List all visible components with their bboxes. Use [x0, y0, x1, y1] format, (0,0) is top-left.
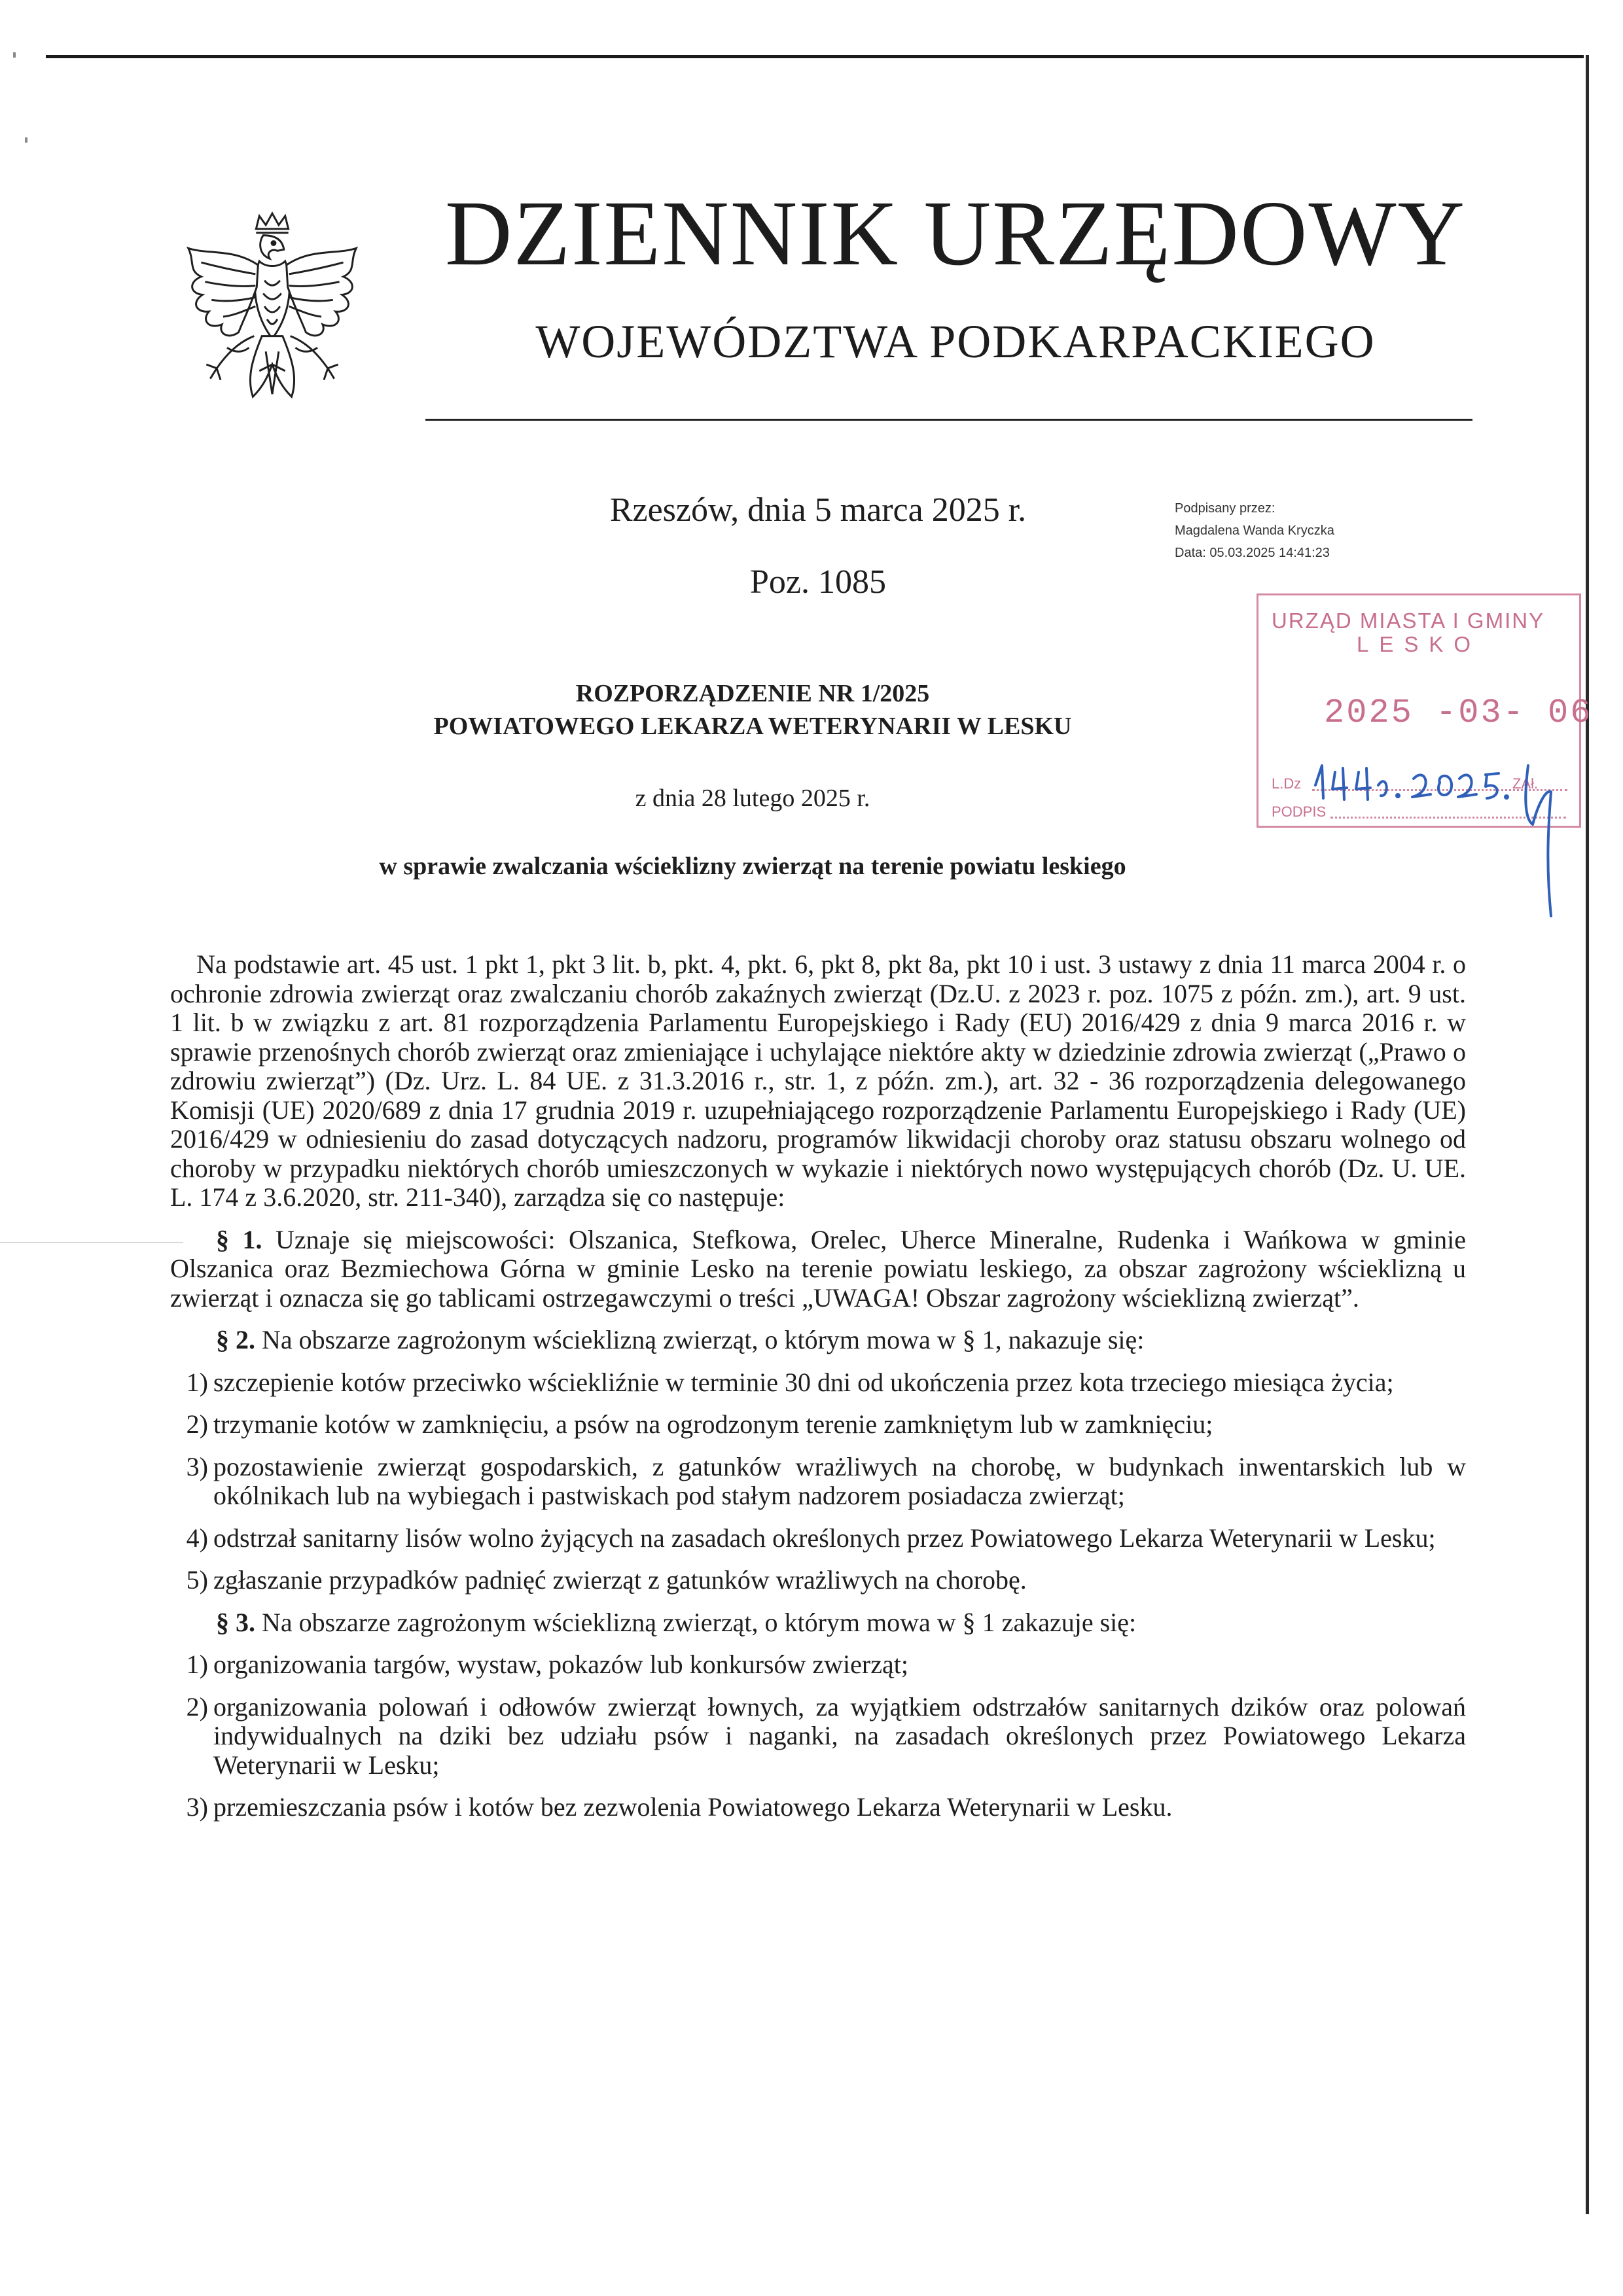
stamp-date: 2025 -03- 06	[1324, 694, 1593, 732]
signature-date: Data: 05.03.2025 14:41:23	[1175, 546, 1330, 560]
section-2-text: Na obszarze zagrożonym wścieklizną zwierząt, o którym mowa w § 1, nakazuje się:	[262, 1325, 1145, 1354]
list-item	[170, 1453, 1466, 1511]
legal-basis-paragraph: Na podstawie art. 45 ust. 1 pkt 1, pkt 3 lit. b, pkt. 4, pkt. 6, pkt 8, pkt 8a, pkt 10 i ust. 3 ustawy z dnia 11 marca 2004 r. o ochronie zdrowia zwierząt oraz zwalczaniu chorób zakaźnych zwierząt (Dz.U. z 2023 r. poz. 1075 z późn. zm.), art. 9 ust. 1 lit. b w związku z art. 81 rozporządzenia Parlamentu Europejskiego i Rady (EU) 2016/429 z dnia 9 marca 2016 r. w sprawie przenośnych chorób zwierząt oraz zmieniające i uchylające niektóre akty w dziedzinie zdrowia zwierząt („Prawo o zdrowiu zwierząt”) (Dz. Urz. L. 84 UE. z 31.3.2016 r., str. 1, z późn. zm.), art. 32 - 36 rozporządzenia delegowanego Komisji (UE) 2020/689 z dnia 17 grudnia 2019 r. uzupełniającego rozporządzenie Parlamentu Europejskiego i Rady (UE) 2016/429 w odniesieniu do zasad dotyczących nadzoru, programów likwidacji choroby oraz statusu obszaru wolnego od choroby w przypadku niektórych chorób umieszczonych w wykazie i niektórych nowo występujących chorób (Dz. U. UE. L. 174 z 3.6.2020, str. 211-340), zarządza się co następuje:	[170, 949, 1466, 1212]
publication-position: Poz. 1085	[750, 563, 886, 601]
list-item-text: szczepienie kotów przeciwko wściekliźnie w terminie 30 dni od ukończenia przez kota trzeciego miesiąca życia;	[213, 1367, 1394, 1397]
list-item-text: odstrzał sanitarny lisów wolno żyjących na zasadach określonych przez Powiatowego Lekarza Weterynarii w Lesku;	[213, 1523, 1436, 1553]
list-item-number: 2)	[186, 1409, 208, 1439]
list-item-number: 3)	[186, 1792, 208, 1822]
regulation-body	[170, 950, 1466, 1822]
signer-name: Magdalena Wanda Kryczka	[1175, 523, 1334, 538]
list-item-number: 1)	[186, 1650, 208, 1679]
regulation-subject: w sprawie zwalczania wścieklizny zwierząt na terenie powiatu leskiego	[379, 853, 1126, 880]
list-item-number: 1)	[186, 1367, 208, 1397]
signed-by-label: Podpisany przez:	[1175, 501, 1275, 516]
list-item	[170, 1368, 1466, 1398]
list-item-text: zgłaszanie przypadków padnięć zwierząt z gatunków wrażliwych na chorobę.	[213, 1565, 1027, 1595]
section-1-label: § 1.	[216, 1224, 262, 1254]
scan-artifact	[13, 52, 16, 58]
regulation-date: z dnia 28 lutego 2025 r.	[635, 785, 870, 812]
section-2	[170, 1326, 1466, 1355]
stamp-office: URZĄD MIASTA I GMINY	[1272, 609, 1545, 633]
list-item-text: pozostawienie zwierząt gospodarskich, z gatunków wrażliwych na chorobę, w budynkach inwentarskich lub w okólnikach lub na wybiegach i pastwiskach pod stałym nadzorem posiadacza zwierząt;	[213, 1451, 1466, 1510]
journal-title: DZIENNIK URZĘDOWY	[444, 181, 1467, 285]
list-item-text: trzymanie kotów w zamknięciu, a psów na ogrodzonym terenie zamkniętym lub w zamknięciu;	[213, 1409, 1213, 1439]
scan-artifact	[25, 137, 27, 143]
list-item-text: organizowania targów, wystaw, pokazów lub konkursów zwierząt;	[213, 1650, 908, 1679]
section-1	[170, 1226, 1466, 1313]
regulation-issuer: POWIATOWEGO LEKARZA WETERYNARII W LESKU	[433, 713, 1072, 740]
journal-subtitle: WOJEWÓDZTWA PODKARPACKIEGO	[535, 315, 1376, 368]
list-item-number: 5)	[186, 1565, 208, 1595]
section-1-text: Uznaje się miejscowości: Olszanica, Stefkowa, Orelec, Uherce Mineralne, Rudenka i Wańkowa w gminie Olszanica oraz Bezmiechowa Górna w gminie Lesko na terenie powiatu leskiego, za obszar zagrożony wścieklizną u zwierząt i oznacza się go tablicami ostrzegawczymi o treści „UWAGA! Obszar zagrożony wścieklizną zwierząt”.	[170, 1224, 1466, 1313]
list-item	[170, 1524, 1466, 1553]
regulation-title	[294, 677, 1211, 743]
regulation-number: ROZPORZĄDZENIE NR 1/2025	[575, 680, 930, 707]
list-item-text: organizowania polowań i odłowów zwierząt łownych, za wyjątkiem odstrzałów sanitarnych dzików oraz polowań indywidualnych na dziki bez udziału psów i naganki, na zasadach określonych przez Powiatowego Lekarza Weterynarii w Lesku;	[213, 1691, 1466, 1780]
list-item	[170, 1566, 1466, 1595]
header-divider	[425, 419, 1472, 421]
digital-signature-info	[1175, 497, 1334, 564]
scan-artifact	[0, 1242, 183, 1243]
list-item-number: 4)	[186, 1523, 208, 1553]
list-item	[170, 1693, 1466, 1780]
stamp-signature-label: PODPIS	[1272, 804, 1327, 820]
list-item-number: 3)	[186, 1451, 208, 1481]
publication-place-date: Rzeszów, dnia 5 marca 2025 r.	[609, 491, 1027, 529]
section-3	[170, 1608, 1466, 1638]
section-2-label: § 2.	[216, 1325, 255, 1354]
handwritten-signature	[1302, 726, 1577, 923]
stamp-town: LESKO	[1356, 632, 1482, 656]
section-3-label: § 3.	[216, 1607, 255, 1637]
top-border-line	[46, 55, 1584, 58]
list-item-text: przemieszczania psów i kotów bez zezwolenia Powiatowego Lekarza Weterynarii w Lesku.	[213, 1792, 1173, 1822]
list-item-number: 2)	[186, 1691, 208, 1722]
list-item	[170, 1410, 1466, 1439]
list-item	[170, 1793, 1466, 1822]
stamp-attachments-label: ZAł.	[1512, 775, 1539, 792]
list-item	[170, 1650, 1466, 1680]
section-3-text: Na obszarze zagrożonym wścieklizną zwierząt, o którym mowa w § 1 zakazuje się:	[262, 1607, 1137, 1637]
right-border-line	[1586, 55, 1589, 2214]
polish-eagle-icon	[175, 208, 369, 424]
stamp-ldz-label: L.Dz	[1272, 775, 1302, 792]
